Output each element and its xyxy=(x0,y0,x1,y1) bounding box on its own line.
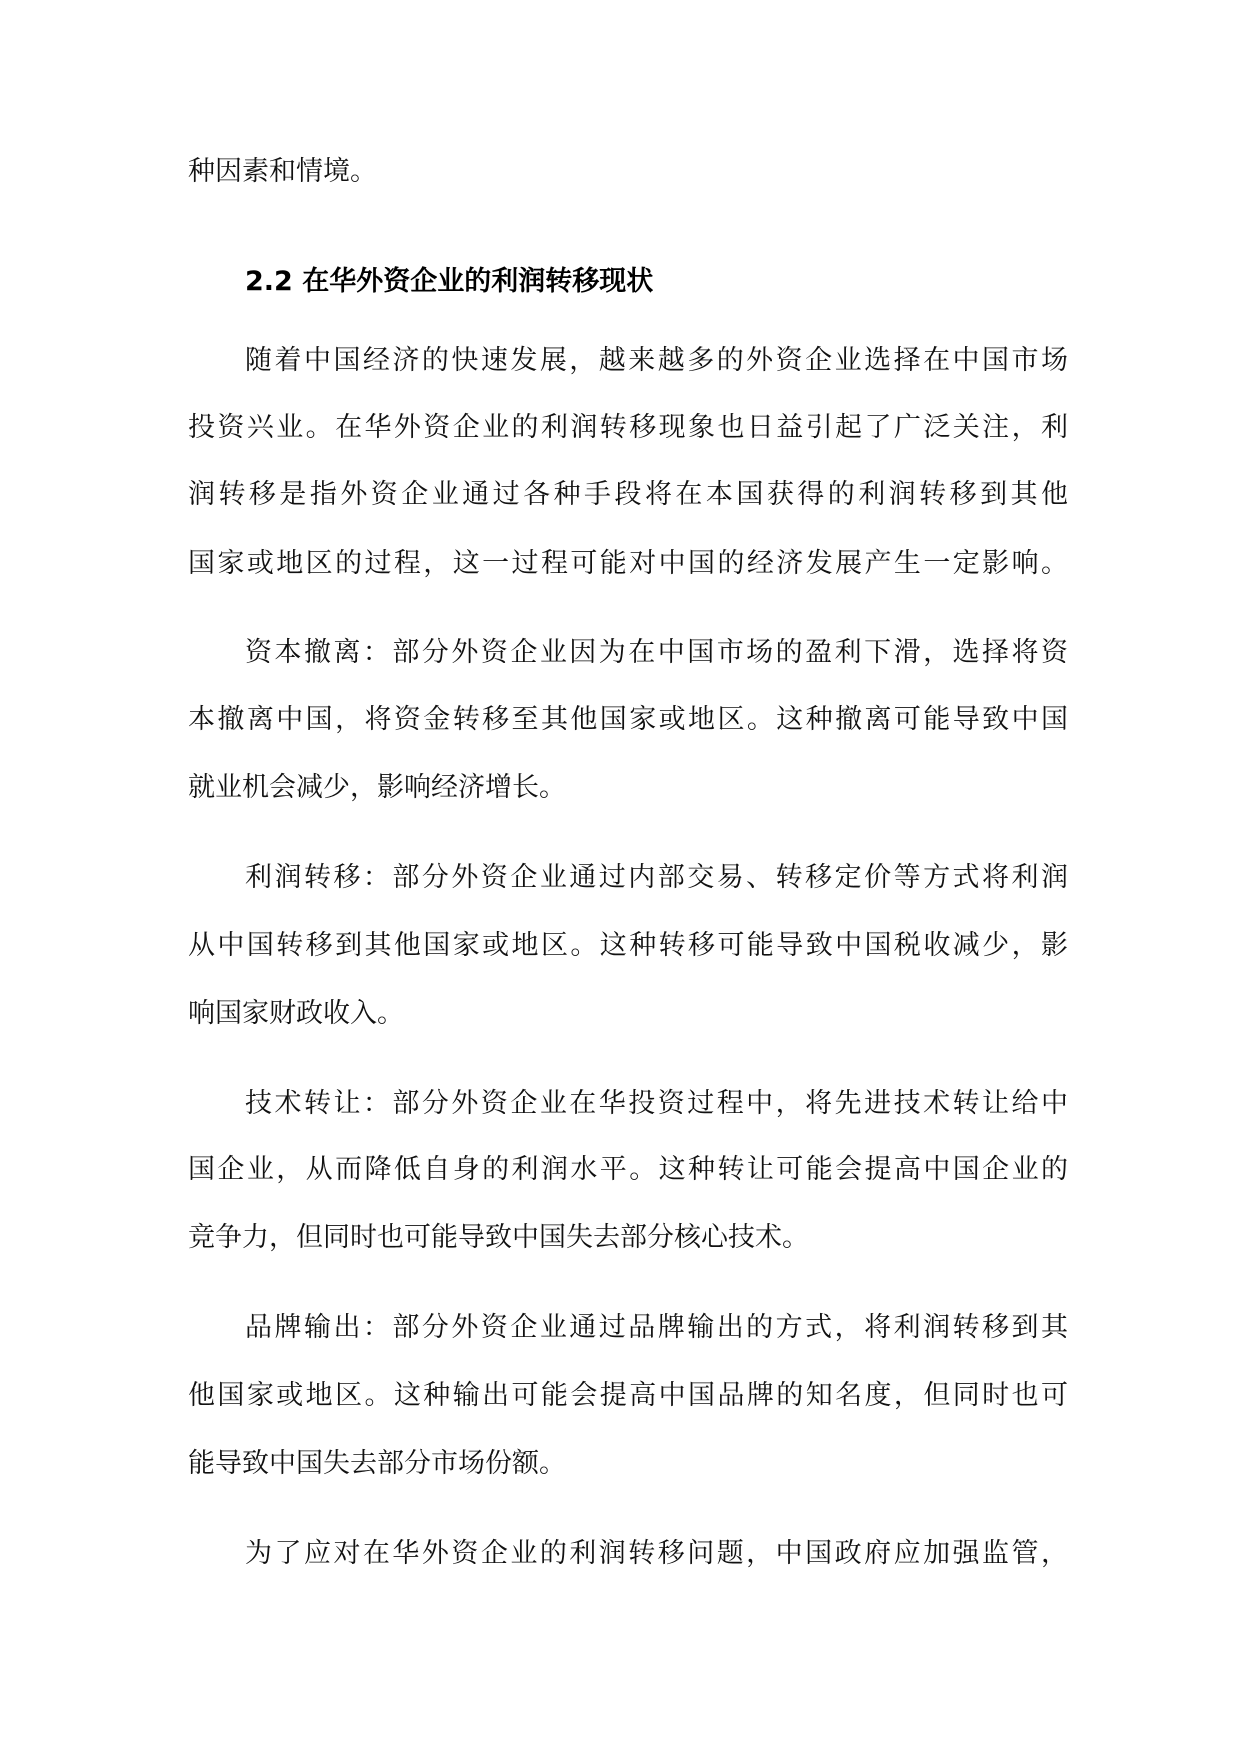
paragraph-line: 国企业，从而降低自身的利润水平。这种转让可能会提高中国企业的 xyxy=(188,1154,1068,1185)
paragraph-line: 投资兴业。在华外资企业的利润转移现象也日益引起了广泛关注，利 xyxy=(188,412,1068,443)
paragraph-line: 从中国转移到其他国家或地区。这种转移可能导致中国税收减少，影 xyxy=(188,930,1068,961)
paragraph-line: 资本撤离：部分外资企业因为在中国市场的盈利下滑，选择将资 xyxy=(245,637,1068,668)
paragraph-line: 国家或地区的过程，这一过程可能对中国的经济发展产生一定影响。 xyxy=(188,548,1068,579)
paragraph-line: 竞争力，但同时也可能导致中国失去部分核心技术。 xyxy=(188,1222,809,1253)
paragraph-line: 本撤离中国，将资金转移至其他国家或地区。这种撤离可能导致中国 xyxy=(188,704,1068,735)
paragraph-line: 品牌输出：部分外资企业通过品牌输出的方式，将利润转移到其 xyxy=(245,1312,1068,1343)
paragraph-line: 润转移是指外资企业通过各种手段将在本国获得的利润转移到其他 xyxy=(188,479,1068,510)
paragraph-line: 能导致中国失去部分市场份额。 xyxy=(188,1448,566,1479)
paragraph-line: 他国家或地区。这种输出可能会提高中国品牌的知名度，但同时也可 xyxy=(188,1380,1068,1411)
section-heading: 2.2 在华外资企业的利润转移现状 xyxy=(245,266,654,297)
paragraph-line: 利润转移：部分外资企业通过内部交易、转移定价等方式将利润 xyxy=(245,862,1068,893)
paragraph-line: 响国家财政收入。 xyxy=(188,998,404,1029)
paragraph-line: 就业机会减少，影响经济增长。 xyxy=(188,772,566,803)
paragraph-line: 技术转让：部分外资企业在华投资过程中，将先进技术转让给中 xyxy=(245,1088,1068,1119)
paragraph-line: 种因素和情境。 xyxy=(188,156,377,187)
paragraph-line: 随着中国经济的快速发展，越来越多的外资企业选择在中国市场 xyxy=(245,345,1068,376)
paragraph-line: 为了应对在华外资企业的利润转移问题，中国政府应加强监管， xyxy=(245,1538,1068,1569)
